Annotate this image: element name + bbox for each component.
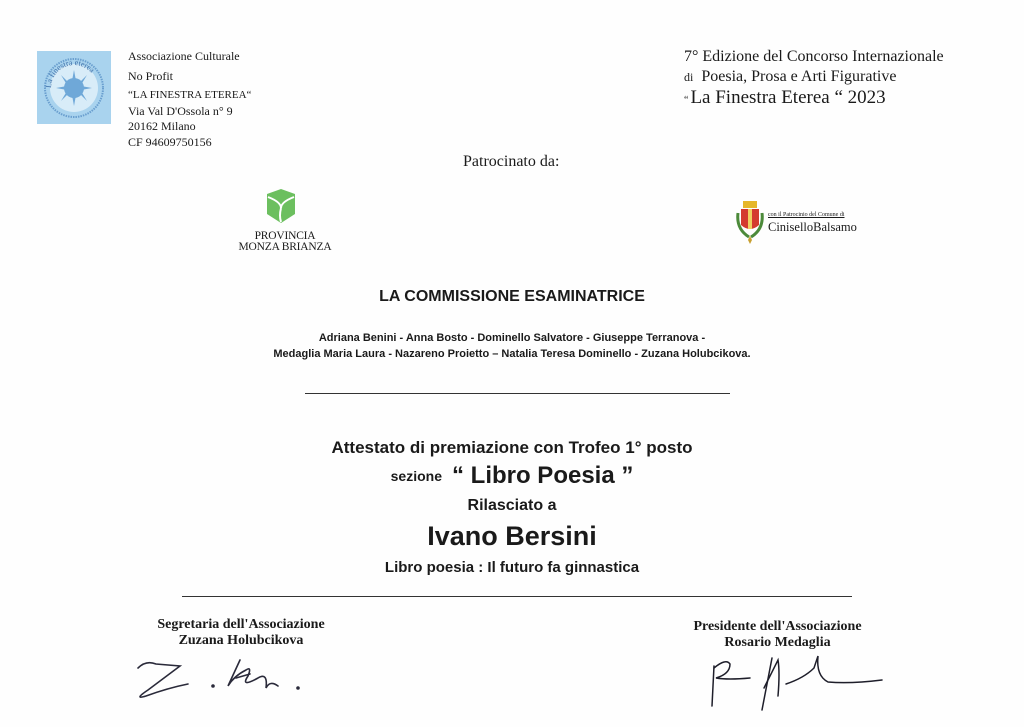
cinisello-patronage-note: con il Patrocinio del Comune di [768,212,845,218]
commission-members-line-1: Adriana Benini - Anna Bosto - Dominello Salvatore - Giuseppe Terranova - [318,332,706,344]
contest-categories: di Poesia, Prosa e Arti Figurative [684,68,897,85]
association-city: 20162 Milano [128,119,196,133]
contest-name-year: “ La Finestra Eterea “ 2023 [684,87,886,108]
president-signature-icon [700,648,900,718]
president-role: Presidente dell'Associazione [693,619,862,634]
association-tax-code: CF 94609750156 [128,134,212,149]
association-nonprofit: No Profit [128,68,173,83]
association-type: Associazione Culturale [128,49,240,63]
contest-info [684,47,944,112]
cinisello-balsamo-name: CiniselloBalsamo [768,220,857,234]
president-name: Rosario Medaglia [724,635,831,650]
cinisello-balsamo-crest-icon [735,199,765,245]
association-street: Via Val D'Ossola n° 9 [128,103,233,118]
patronage-label: Patrocinato da: [463,153,560,170]
svg-text:La finestra eterea: La finestra eterea [43,57,97,89]
award-section [0,462,1024,490]
association-name: “LA FINESTRA ETEREA“ [128,89,252,101]
commission-title: LA COMMISSIONE ESAMINATRICE [379,288,645,305]
association-logo-icon [37,51,111,124]
secretary-signature-icon [128,648,308,703]
secretary-role: Segretaria dell'Associazione [157,617,325,632]
section-label: sezione [390,468,442,484]
provincia-monza-brianza-name: PROVINCIA MONZA BRIANZA [238,230,332,253]
section-value: “ Libro Poesia ” [451,462,634,489]
divider-top [305,393,730,394]
recipient-name: Ivano Bersini [427,521,597,551]
award-title: Attestato di premiazione con Trofeo 1° posto [331,438,693,457]
provincia-monza-brianza-logo-icon [265,188,297,224]
divider-bottom [182,596,852,597]
secretary-name: Zuzana Holubcikova [178,633,304,648]
awarded-work: Libro poesia : Il futuro fa ginnastica [384,559,640,576]
association-info [128,49,251,150]
issued-to-label: Rilasciato a [467,497,557,514]
contest-edition: 7° Edizione del Concorso Internazionale [684,48,944,65]
commission-members-line-2: Medaglia Maria Laura - Nazareno Proietto – Natalia Teresa Dominello - Zuzana Holubcikova. [273,348,751,360]
